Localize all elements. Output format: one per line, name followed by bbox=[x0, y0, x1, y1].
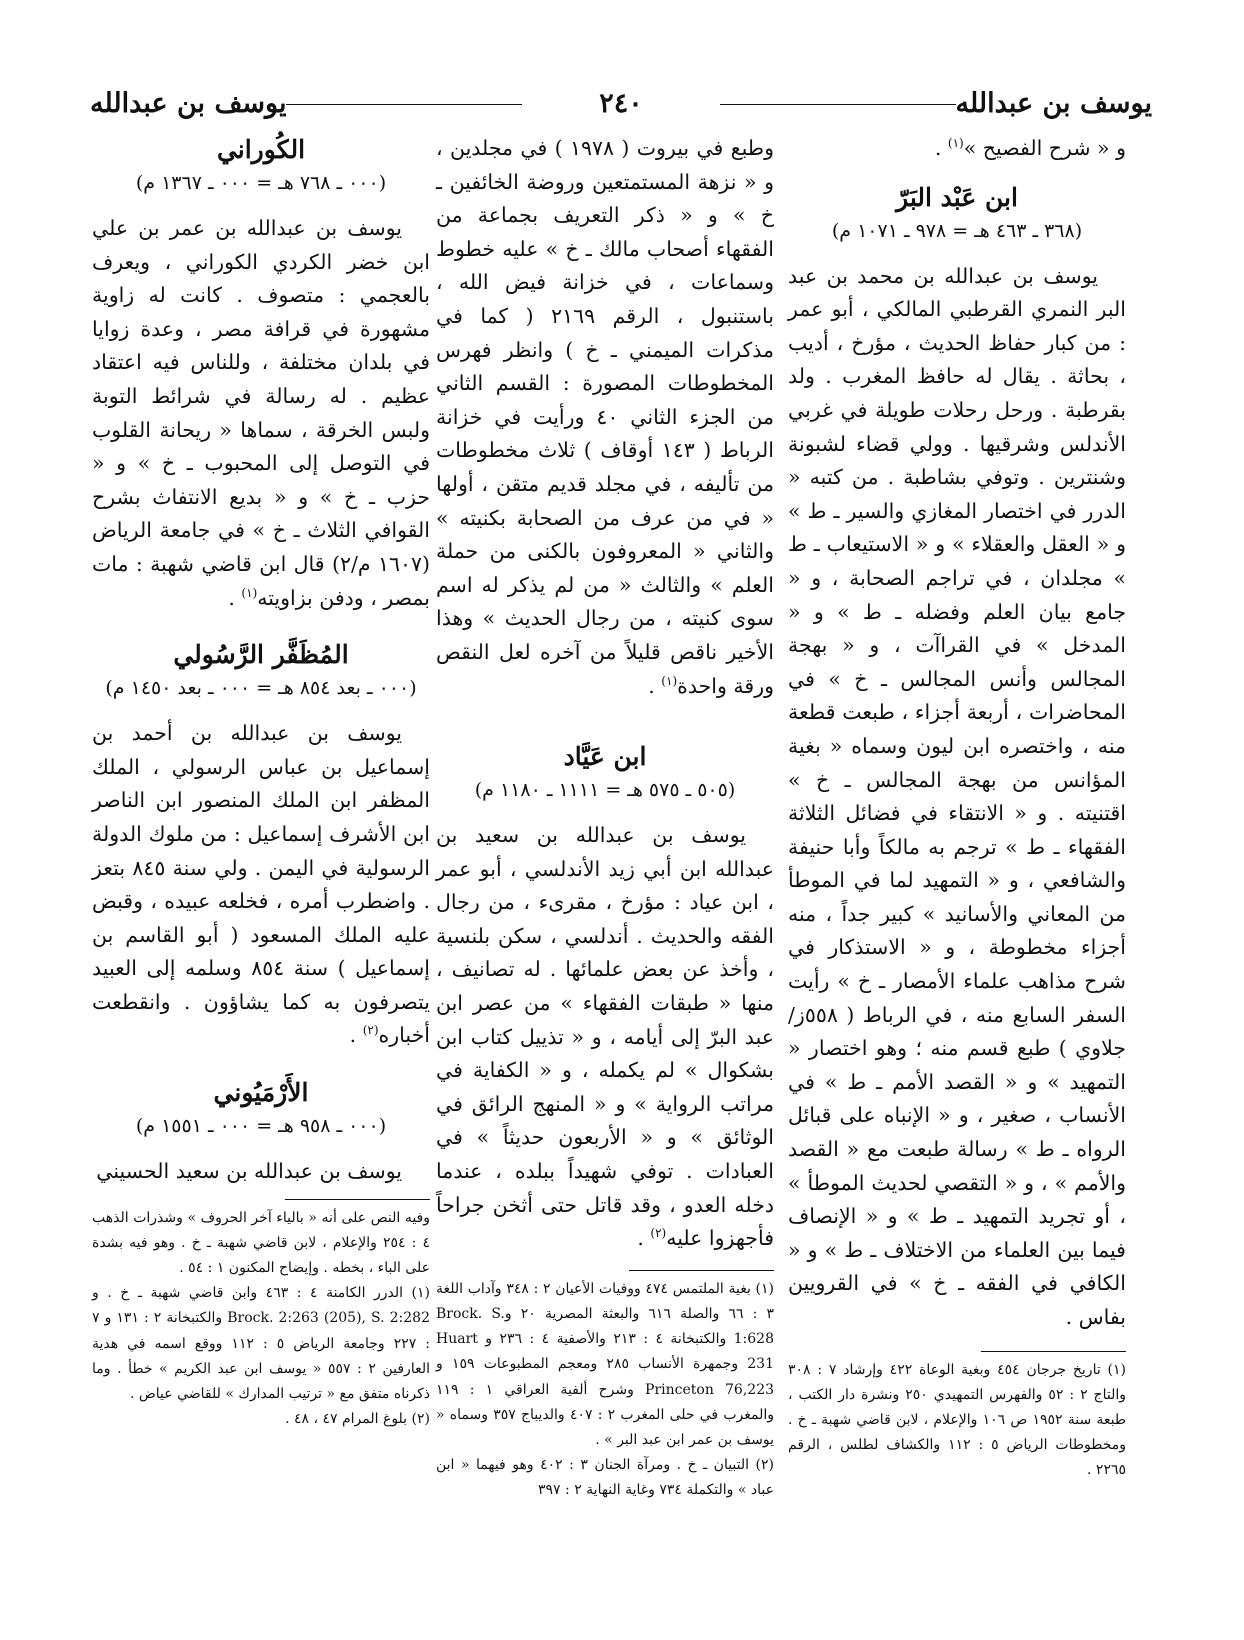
entry-body: يوسف بن عبدالله بن عمر بن علي ابن خضر الكردي الكوراني ، ويعرف بالعجمي : متصوف . كانت له زاوية مشهورة في قرافة مصر ، وعدة زوايا في بلدان مختلفة ، وللناس فيه اعتقاد عظيم . له رسالة في شرائط التوبة ولبس الخرقة ، سماها « ريحانة القلوب في التوصل إلى المحبوب ـ خ » و « حزب ـ خ » و « بديع الانتفاث بشرح القوافي الثلاث ـ خ » في جامعة الرياض (١٦٠٧ م/٢) قال ابن قاضي شهبة : مات بمصر ، ودفن بزاويته$^{(١)}$ . bbox=[92, 216, 430, 610]
entry-body: يوسف بن عبدالله بن سعيد الحسيني bbox=[96, 1159, 402, 1184]
entry-heading bbox=[436, 739, 774, 805]
footnote-ref: (١) bbox=[241, 585, 258, 600]
entry-dates: (٠٠٠ ـ بعد ٨٥٤ هـ = ٠٠٠ ـ بعد ١٤٥٠ م) bbox=[105, 677, 417, 700]
continuation-text: و « شرح الفصيح »$^{(١)}$ . bbox=[934, 136, 1126, 160]
footnote: (٢) بلوغ المرام ٤٧ ، ٤٨ . bbox=[285, 1411, 430, 1428]
entry-title: ابن عَيَّاد bbox=[563, 742, 647, 772]
header-title-left: يوسف بن عبدالله bbox=[90, 86, 286, 122]
column-right bbox=[788, 132, 1126, 1484]
header-rule-right bbox=[720, 104, 972, 105]
entry-heading bbox=[92, 637, 430, 703]
entry-title: المُظَفَّر الرَّسُولي bbox=[173, 640, 349, 670]
footnote: (١) تاريخ جرجان ٤٥٤ وبغية الوعاة ٤٢٢ وإرشاد ٧ : ٣٠٨ والتاج ٢ : ٥٢ والفهرس التمهيدي ٢٥٠ ونشرة دار الكتب ، طبعة سنة ١٩٥٢ ص ١٠٦ والإعلام ، لابن قاضي شهبة ـ خ . ومخطوطات الرياض ٥ : ١١٢ والكشاف لطلس ، الرقم ٢٢٦٥ . bbox=[788, 1361, 1127, 1479]
entry-heading bbox=[92, 1075, 430, 1141]
entry-dates: (٠٠٠ ـ ٧٦٨ هـ = ٠٠٠ ـ ١٣٦٧ م) bbox=[135, 172, 387, 194]
header-title-right: يوسف بن عبدالله bbox=[956, 86, 1152, 122]
footnote: وفيه النص على أنه « بالياء آخر الحروف » وشذرات الذهب ٤ : ٢٥٤ والإعلام ، لابن قاضي شهبة ـ خ . وهو فيه بشدة على الباء ، بخطه . وإيضاح المكنون ١ : ٥٤ . bbox=[92, 1209, 430, 1277]
entry-body: يوسف بن عبدالله بن أحمد بن إسماعيل بن عباس الرسولي ، الملك المظفر ابن الملك المنصور ابن الناصر ابن الأشرف إسماعيل : من ملوك الدولة الرسولية في اليمن . ولي سنة ٨٤٥ بتعز . واضطرب أمره ، فخلعه عبيده ، وقبض عليه الملك المسعود ( أبو القاسم بن إسماعيل ) سنة ٨٥٤ وسلمه إلى العبيد يتصرفون به كما يشاؤون . وانقطعت أخباره$^{(٢)}$ . bbox=[92, 721, 430, 1048]
footnote-ref: (٢) bbox=[650, 1226, 667, 1241]
entry-body: يوسف بن عبدالله بن محمد بن عبد البر النمري القرطبي المالكي ، أبو عمر : من كبار حفاظ الحديث ، مؤرخ ، أديب ، بحاثة . يقال له حافظ المغرب . ولد بقرطبة . ورحل رحلات طويلة في غربي الأندلس وشرقيها . وولي قضاء لشبونة وشنترين . وتوفي بشاطبة . من كتبه « الدرر في اختصار المغازي والسير ـ ط » و « العقل والعقلاء » و « الاستيعاب ـ ط » مجلدان ، في تراجم الصحابة ، و « جامع بيان العلم وفضله ـ ط » و « المدخل » في القراآت ، و « بهجة المجالس وأنس المجالس ـ خ » في المحاضرات ، أربعة أجزاء ، طبعت قطعة منه ، واختصره ابن ليون وسماه « بغية المؤانس من بهجة المجالس ـ خ » اقتنيته . و « الانتقاء في فضائل الثلاثة الفقهاء ـ ط » ترجم به مالكاً وأبا حنيفة والشافعي ، و « التمهيد لما في الموطأ من المعاني والأسانيد » كبير جداً ، منه أجزاء مخطوطة ، و « الاستذكار في شرح مذاهب علماء الأمصار ـ خ » رأيت السفر السابع منه ، في الرباط ( ٥٥٨ز/جلاوي ) طبع قسم منه ؛ وهو اختصار « التمهيد » و « القصد الأمم ـ ط » في الأنساب ، صغير ، و « الإنباه على قبائل الرواه ـ ط » رسالة طبعت مع « القصد والأمم » ، و « التقصي لحديث الموطأ » ، أو تجريد التمهيد ـ ط » و « الإنصاف فيما بين العلماء من الاختلاف ـ ط » و « الكافي في الفقه ـ خ » في القرويين بفاس . bbox=[788, 263, 1126, 1329]
entry-dates: (٥٠٥ ـ ٥٧٥ هـ = ١١١١ ـ ١١٨٠ م) bbox=[474, 779, 736, 802]
footnote: (١) الدرر الكامنة ٤ : ٤٦٣ وابن قاضي شهبة ـ خ . و Brock. 2:263 (205), S. 2:282 والكتبخانة ٢ : ١٣١ و ٧ : ٢٢٧ وجامعة الرياض ٥ : ١١٢ ووقع اسمه في هدية العارفين ٢ : ٥٥٧ « يوسف ابن عبد الكريم » خطأ . وما ذكرناه متفق مع « ترتيب المدارك » للقاضي عياض . bbox=[92, 1285, 430, 1403]
page-number: ٢٤٠ bbox=[589, 86, 653, 122]
footnote-divider bbox=[981, 1351, 1126, 1352]
column-left bbox=[92, 132, 430, 1432]
entry-dates: (٣٦٨ ـ ٤٦٣ هـ = ٩٧٨ ـ ١٠٧١ م) bbox=[831, 219, 1083, 242]
footnote-divider bbox=[629, 1270, 774, 1271]
column-middle bbox=[436, 132, 774, 1504]
footnote-ref: (١) bbox=[661, 673, 678, 688]
running-header bbox=[90, 86, 1152, 126]
entry-body: يوسف بن عبدالله بن سعيد بن عبدالله ابن أبي زيد الأندلسي ، أبو عمر ، ابن عياد : مؤرخ ، مقرىء ، من رجال الفقه والحديث . أندلسي ، سكن بلنسية ، وأخذ عن بعض علمائها . له تصانيف ، منها « طبقات الفقهاء » من عصر ابن عبد البرّ إلى أيامه ، و « تذييل كتاب ابن بشكوال » لم يكمله ، و « الكفاية في مراتب الرواية » و « المنهج الرائق في الوثائق » و « الأربعون حديثاً » في العبادات . توفي شهيداً ببلده ، عندما دخله العدو ، وقد قاتل حتى أثخن جراحاً فأجهزوا عليه$^{(٢)}$ . bbox=[436, 823, 774, 1251]
entry-title: ابن عَبْد البَرّ bbox=[896, 182, 1018, 212]
entry-dates: (٠٠٠ ـ ٩٥٨ هـ = ٠٠٠ ـ ١٥٥١ م) bbox=[135, 1115, 387, 1138]
footnote-ref: (١) bbox=[947, 136, 964, 151]
footnote-divider bbox=[285, 1199, 430, 1200]
footnote: (١) بغية الملتمس ٤٧٤ ووفيات الأعيان ٢ : ٣٤٨ وآداب اللغة ٣ : ٦٦ والصلة ٦١٦ والبعثة المصرية ٢٠ وBrock. S. 1:628 والكتبخانة ٤ : ٢١٣ والأصفية ٤ : ٢٣٦ و Huart 231 وجمهرة الأنساب ٢٨٥ ومعجم المطبوعات ١٥٩ و Princeton 76,223 وشرح ألفية العراقي ١ : ١١٩ والمغرب في حلى المغرب ٢ : ٤٠٧ والديباج ٣٥٧ وسماه « يوسف بن عمر ابن عبد البر » . bbox=[436, 1280, 775, 1449]
continuation-text: وطبع في بيروت ( ١٩٧٨ ) في مجلدين ، و « نزهة المستمتعين وروضة الخائفين ـ خ » و « ذكر التعريف بجماعة من الفقهاء أصحاب مالك ـ خ » عليه خطوط وسماعات ، في خزانة فيض الله ، باستنبول ، الرقم ٢١٦٩ ( كما في مذكرات الميمني ـ خ ) وانظر فهرس المخطوطات المصورة : القسم الثاني من الجزء الثاني ٤٠ ورأيت في خزانة الرباط ( ١٤٣ أوقاف ) ثلاث مخطوطات من تأليفه ، في مجلد قديم متقن ، أولها « في من عرف من الصحابة بكنيته » والثاني « المعروفون بالكنى من حملة العلم » والثالث « من لم يذكر له اسم سوى كنيته ، من رجال الحديث » وهذا الأخير ناقص قليلاً من آخره لعل النقص ورقة واحدة$^{(١)}$ . bbox=[436, 136, 774, 698]
entry-title: الأَرْمَيُوني bbox=[213, 1078, 309, 1108]
footnote: (٢) التبيان ـ خ . ومرآة الجنان ٣ : ٤٠٢ وهو فيهما « ابن عباد » والتكملة ٧٣٤ وغاية النهاية ٢ : ٣٩٧ bbox=[436, 1457, 774, 1499]
entry-title: الكُوراني bbox=[216, 135, 306, 164]
entry-heading bbox=[92, 132, 430, 198]
entry-heading bbox=[788, 180, 1126, 246]
footnote-ref: (٢) bbox=[362, 1023, 379, 1038]
header-rule-left bbox=[275, 104, 522, 105]
